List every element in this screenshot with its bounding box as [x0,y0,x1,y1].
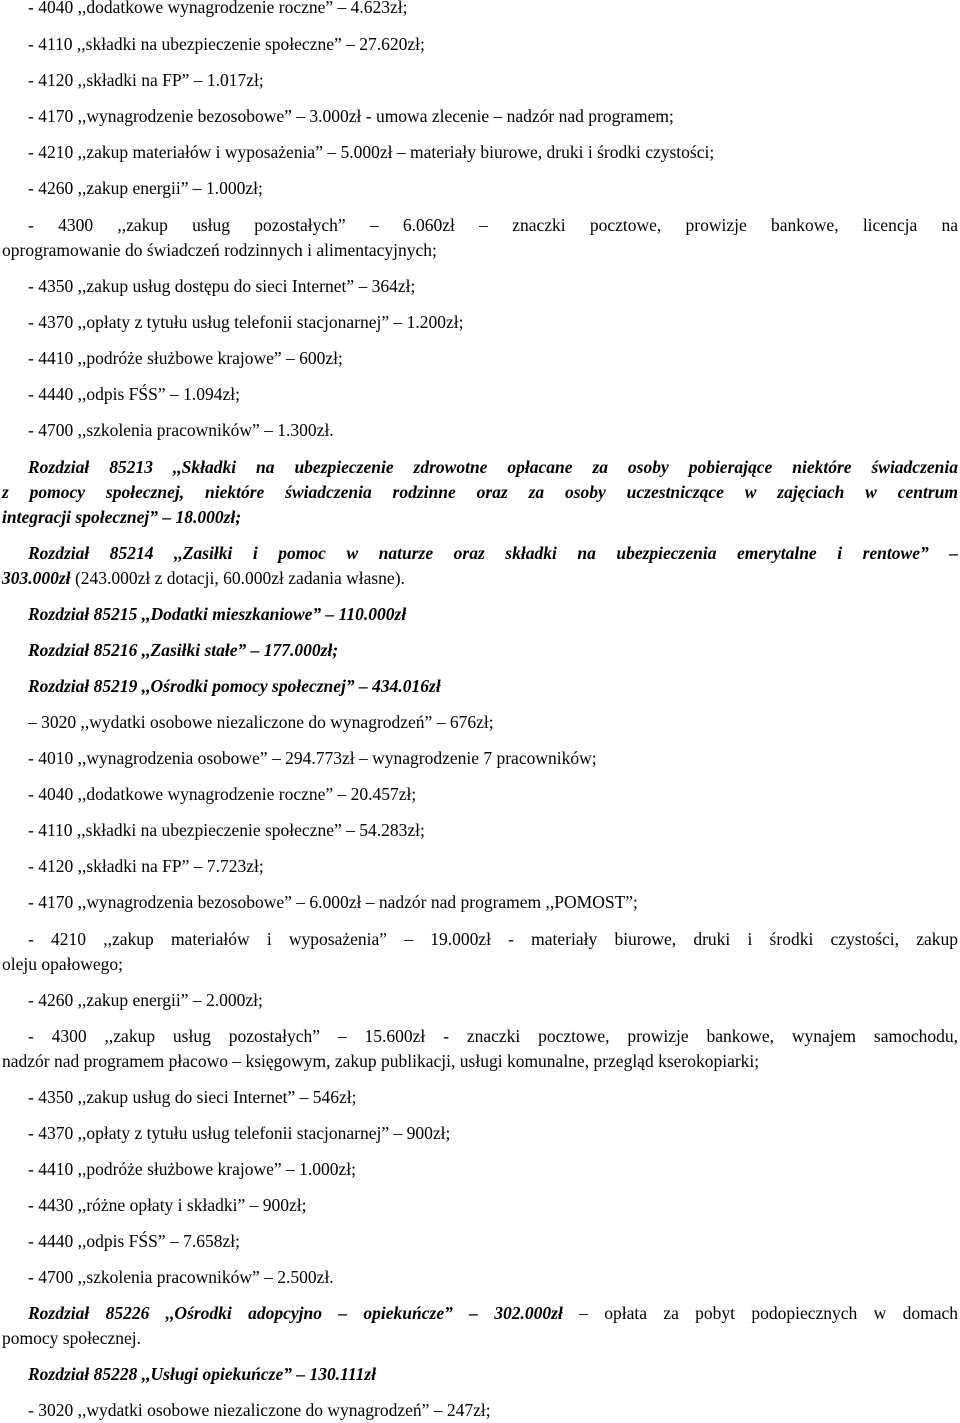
budget-line-continuation: oleju opałowego; [2,954,124,974]
budget-line: - 4350 ,,zakup usług do sieci Internet” – 546zł; [28,1087,357,1107]
section-heading-85213-cont: integracji społecznej” – 18.000zł; [2,507,242,527]
budget-line: - 4260 ,,zakup energii” – 2.000zł; [28,990,263,1010]
budget-line: - 4300 ,,zakup usług pozostałych” – 15.600zł - znaczki pocztowe, prowizje bankowe, wynajem samochodu, [28,1026,958,1046]
section-note: – opłata za pobyt podopiecznych w domach [562,1303,958,1323]
budget-line: - 4440 ,,odpis FŚS” – 1.094zł; [28,384,240,404]
budget-line: - 4410 ,,podróże służbowe krajowe” – 1.000zł; [28,1159,357,1179]
budget-line: - 4120 ,,składki na FP” – 1.017zł; [28,70,264,90]
budget-line: - 4260 ,,zakup energii” – 1.000zł; [28,178,263,198]
budget-line: - 4700 ,,szkolenia pracowników” – 1.300zł. [28,420,334,440]
section-heading-85213-cont: z pomocy społecznej, niektóre świadczenia rodzinne oraz za osoby uczestniczące w zajęciach w centrum [2,482,958,502]
section-heading-85214-cont [2,566,958,590]
section-amount: 303.000zł [2,568,71,588]
section-heading-85226-cont: pomocy społecznej. [2,1328,141,1348]
section-heading-85216: Rozdział 85216 ,,Zasiłki stałe” – 177.000zł; [28,640,339,660]
budget-line: - 4350 ,,zakup usług dostępu do sieci Internet” – 364zł; [28,276,416,296]
section-heading-85215: Rozdział 85215 ,,Dodatki mieszkaniowe” – 110.000zł [28,604,407,624]
budget-line: - 4300 ,,zakup usług pozostałych” – 6.060zł – znaczki pocztowe, prowizje bankowe, licencja na [28,215,958,235]
budget-line: - 4370 ,,opłaty z tytułu usług telefonii stacjonarnej” – 900zł; [28,1123,451,1143]
budget-line: - 4040 ,,dodatkowe wynagrodzenie roczne” – 4.623zł; [28,0,408,17]
budget-line: - 4170 ,,wynagrodzenie bezosobowe” – 3.000zł - umowa zlecenie – nadzór nad programem; [28,106,674,126]
budget-line: - 4110 ,,składki na ubezpieczenie społeczne” – 54.283zł; [28,820,425,840]
budget-line: - 4440 ,,odpis FŚS” – 7.658zł; [28,1231,240,1251]
budget-line: - 3020 ,,wydatki osobowe niezaliczone do wynagrodzeń” – 247zł; [28,1400,491,1420]
budget-line: - 4370 ,,opłaty z tytułu usług telefonii stacjonarnej” – 1.200zł; [28,312,464,332]
budget-line: - 4110 ,,składki na ubezpieczenie społeczne” – 27.620zł; [28,34,425,54]
section-heading-85228: Rozdział 85228 ,,Usługi opiekuńcze” – 130.111zł [28,1364,377,1384]
section-heading-85219: Rozdział 85219 ,,Ośrodki pomocy społecznej” – 434.016zł [28,676,441,696]
budget-line: - 4040 ,,dodatkowe wynagrodzenie roczne” – 20.457zł; [28,784,417,804]
budget-line: - 4430 ,,różne opłaty i składki” – 900zł; [28,1195,307,1215]
section-heading-85226 [2,1301,958,1325]
budget-line: - 4010 ,,wynagrodzenia osobowe” – 294.773zł – wynagrodzenie 7 pracowników; [28,748,597,768]
budget-line: - 4210 ,,zakup materiałów i wyposażenia” – 5.000zł – materiały biurowe, druki i środki czystości; [28,142,715,162]
budget-line: - 4410 ,,podróże służbowe krajowe” – 600zł; [28,348,343,368]
budget-line: - 4210 ,,zakup materiałów i wyposażenia” – 19.000zł - materiały biurowe, druki i środki czystości, zakup [28,929,958,949]
section-heading-85213: Rozdział 85213 ,,Składki na ubezpieczenie zdrowotne opłacane za osoby pobierające niektóre świadczenia [28,457,958,477]
section-note: (243.000zł z dotacji, 60.000zł zadania własne). [70,568,405,588]
budget-line: - 4120 ,,składki na FP” – 7.723zł; [28,856,264,876]
budget-line: – 3020 ,,wydatki osobowe niezaliczone do wynagrodzeń” – 676zł; [28,712,494,732]
budget-line: - 4700 ,,szkolenia pracowników” – 2.500zł. [28,1267,334,1287]
budget-line: - 4170 ,,wynagrodzenia bezosobowe” – 6.000zł – nadzór nad programem ,,POMOST”; [28,892,638,912]
budget-line-continuation: oprogramowanie do świadczeń rodzinnych i alimentacyjnych; [2,240,437,260]
section-title: Rozdział 85226 ,,Ośrodki adopcyjno – opiekuńcze” – 302.000zł [28,1303,563,1323]
section-heading-85214: Rozdział 85214 ,,Zasiłki i pomoc w naturze oraz składki na ubezpieczenia emerytalne i rentowe” – [28,543,958,563]
budget-line-continuation: nadzór nad programem płacowo – księgowym, zakup publikacji, usługi komunalne, przegląd kserokopiarki; [2,1051,760,1071]
